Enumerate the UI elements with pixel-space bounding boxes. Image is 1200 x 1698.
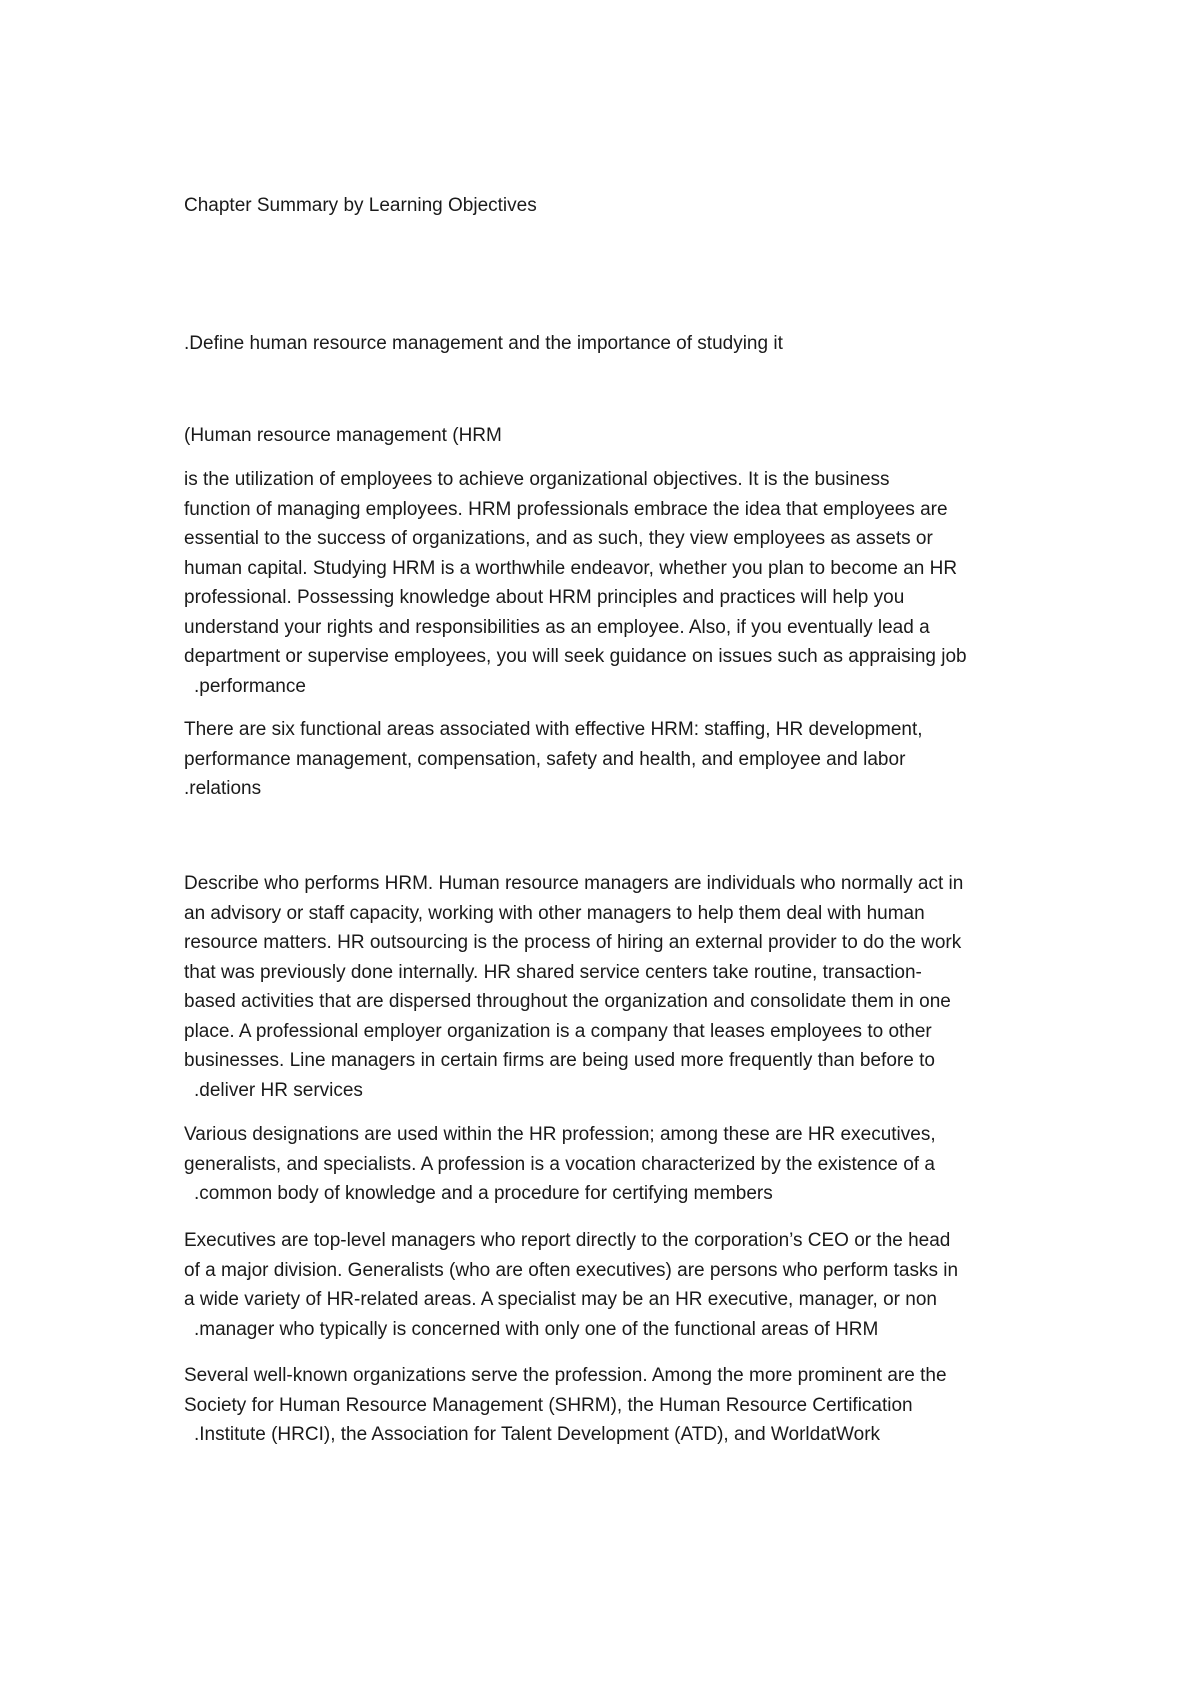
text-line: performance management, compensation, safety and health, and employee and labor: [184, 748, 906, 770]
text-line: businesses. Line managers in certain firms are being used more frequently than before to: [184, 1050, 935, 1071]
text-line: that was previously done internally. HR shared service centers take routine, transaction-: [184, 961, 922, 983]
text-line: There are six functional areas associated with effective HRM: staffing, HR development,: [184, 719, 923, 740]
text-line: resource matters. HR outsourcing is the process of hiring an external provider to do the work: [184, 932, 962, 953]
paragraph-hrm-definition: [184, 465, 1030, 701]
paragraph-hr-designations: [184, 1120, 1030, 1209]
text-line: an advisory or staff capacity, working with other managers to help them deal with human: [184, 902, 925, 924]
text-line: essential to the success of organizations, and as such, they view employees as assets or: [184, 528, 933, 549]
learning-objective-1: .Define human resource management and the importance of studying it: [184, 333, 783, 354]
text-line: .Institute (HRCI), the Association for Talent Development (ATD), and WorldatWork: [194, 1424, 881, 1445]
text-line: is the utilization of employees to achieve organizational objectives. It is the business: [184, 469, 890, 490]
text-line: generalists, and specialists. A profession is a vocation characterized by the existence of a: [184, 1153, 935, 1175]
paragraph-organizations: [184, 1361, 1030, 1450]
text-line: Society for Human Resource Management (SHRM), the Human Resource Certification: [184, 1394, 913, 1416]
text-line: professional. Possessing knowledge about HRM principles and practices will help you: [184, 587, 905, 608]
page-title: Chapter Summary by Learning Objectives: [184, 195, 537, 216]
text-line: a wide variety of HR-related areas. A specialist may be an HR executive, manager, or non: [184, 1289, 937, 1310]
text-line: .relations: [184, 778, 262, 799]
paragraph-who-performs-hrm: [184, 869, 1030, 1105]
text-line: of a major division. Generalists (who are often executives) are persons who perform tasks in: [184, 1259, 959, 1281]
paragraph-functional-areas: [184, 715, 1030, 804]
text-line: Various designations are used within the HR profession; among these are HR executives,: [184, 1124, 936, 1145]
text-line: .common body of knowledge and a procedure for certifying members: [194, 1183, 773, 1204]
text-line: place. A professional employer organization is a company that leases employees to other: [184, 1020, 932, 1042]
text-line: .manager who typically is concerned with only one of the functional areas of HRM: [194, 1318, 879, 1340]
text-line: Executives are top-level managers who report directly to the corporation’s CEO or the head: [184, 1230, 951, 1251]
text-line: department or supervise employees, you will seek guidance on issues such as appraising job: [184, 646, 967, 667]
text-line: .performance: [194, 675, 306, 697]
paragraph-executives-generalists: [184, 1226, 1030, 1344]
text-line: Several well-known organizations serve the profession. Among the more prominent are the: [184, 1365, 947, 1386]
term-heading-hrm: (Human resource management (HRM: [184, 425, 502, 446]
text-line: human capital. Studying HRM is a worthwhile endeavor, whether you plan to become an HR: [184, 557, 958, 579]
text-line: function of managing employees. HRM professionals embrace the idea that employees are: [184, 498, 948, 520]
text-line: Describe who performs HRM. Human resource managers are individuals who normally act in: [184, 873, 964, 894]
text-line: understand your rights and responsibilities as an employee. Also, if you eventually lead a: [184, 616, 930, 638]
text-line: .deliver HR services: [194, 1079, 363, 1101]
text-line: based activities that are dispersed throughout the organization and consolidate them in one: [184, 991, 951, 1012]
